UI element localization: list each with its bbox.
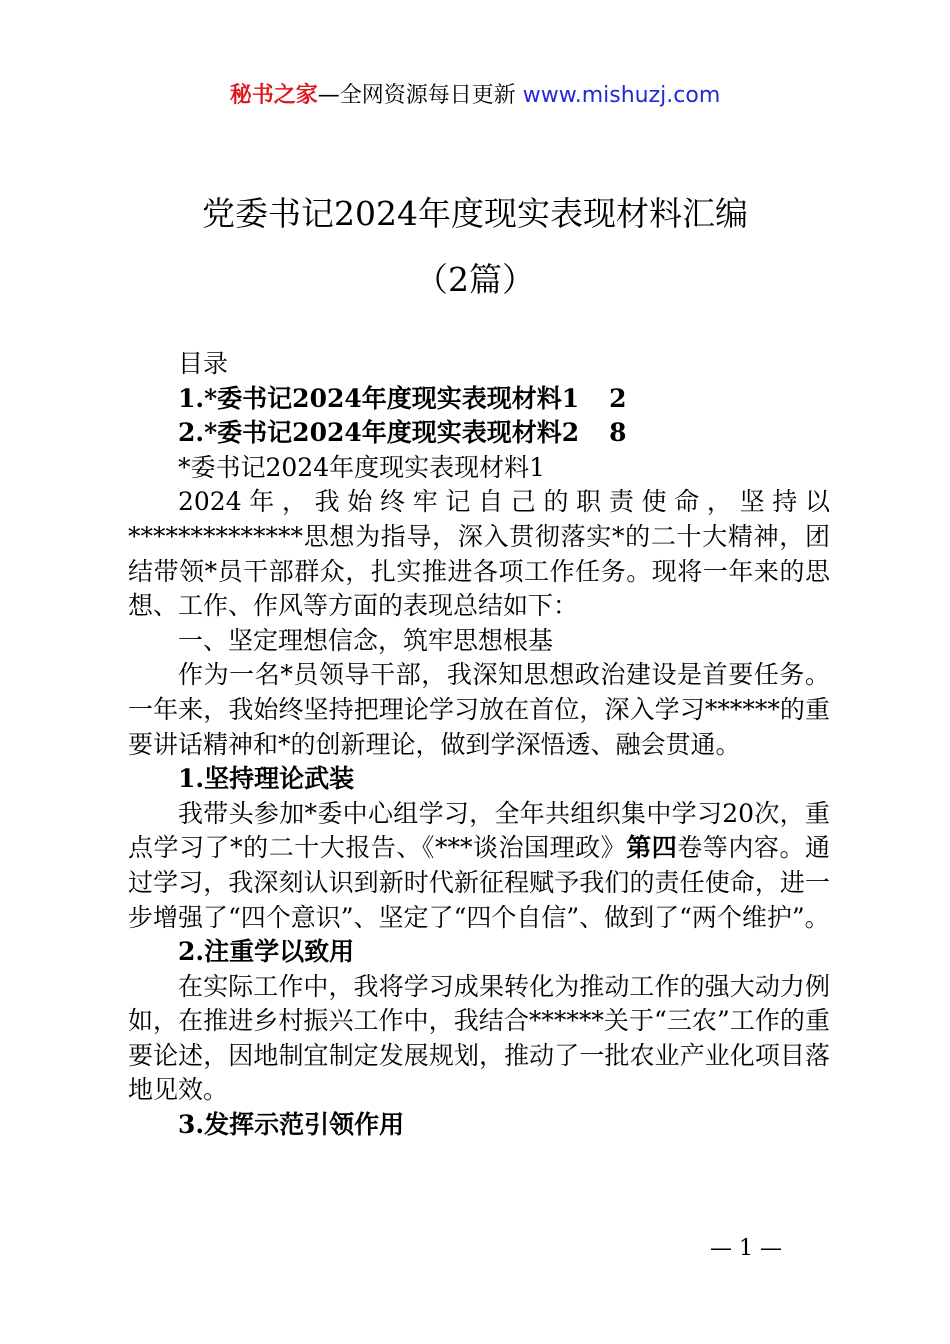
document-title: 党委书记2024年度现实表现材料汇编 <box>202 194 748 233</box>
paragraph-bold-text: 第四 <box>626 833 678 863</box>
toc-item-label: 1.*委书记2024年度现实表现材料1 <box>178 383 580 413</box>
page-number: — 1 — <box>710 1236 782 1261</box>
brand-name: 秘书之家 <box>229 83 318 108</box>
document-subtitle: （2篇） <box>415 260 535 299</box>
toc-heading: 目录 <box>178 349 229 378</box>
article-title: *委书记2024年度现实表现材料1 <box>178 452 546 482</box>
toc-item <box>128 416 830 451</box>
paragraph-text: 我带头参加*委中心组学习，全年共组织集中学习20次，重点学习了*的二十大报告、《***谈治国理政》 <box>128 798 830 863</box>
toc-item <box>128 382 830 417</box>
toc-item-page: 2 <box>609 383 627 413</box>
toc-item-label: 2.*委书记2024年度现实表现材料2 <box>178 418 580 448</box>
paragraph: 在实际工作中，我将学习成果转化为推动工作的强大动力例如，在推进乡村振兴工作中，我结合******关于“三农”工作的重要论述，因地制宜制定发展规划，推动了一批农业产业化项目落地见效。 <box>128 971 830 1105</box>
subsection-heading: 3.发挥示范引领作用 <box>178 1110 405 1140</box>
paragraph-intro: 2024年，我始终牢记自己的职责使命，坚持以**************思想为指导，深入贯彻落实*的二十大精神，团结带领*员干部群众，扎实推进各项工作任务。现将一年来的思想、工作、作风等方面的表现总结如下： <box>128 487 830 621</box>
site-header <box>0 80 950 112</box>
paragraph <box>128 797 830 935</box>
site-url-link[interactable]: www.mishuzj.com <box>522 83 721 108</box>
paragraph-text: 卷等内容。通过学习，我深刻认识到新时代新征程赋予我们的责任使命，进一步增强了“四个意识”、坚定了“四个自信”、做到了“两个维护”。 <box>128 833 830 932</box>
document-body <box>128 347 830 1143</box>
toc-item-page: 8 <box>609 418 627 448</box>
paragraph: 作为一名*员领导干部，我深知思想政治建设是首要任务。一年来，我始终坚持把理论学习放在首位，深入学习******的重要讲话精神和*的创新理论，做到学深悟透、融会贯通。 <box>128 660 830 759</box>
header-tagline: —全网资源每日更新 <box>317 83 516 108</box>
subsection-heading: 1.坚持理论武装 <box>178 764 355 794</box>
section-heading: 一、坚定理想信念，筑牢思想根基 <box>178 625 554 655</box>
subsection-heading: 2.注重学以致用 <box>178 937 355 967</box>
page-footer <box>0 1234 950 1264</box>
